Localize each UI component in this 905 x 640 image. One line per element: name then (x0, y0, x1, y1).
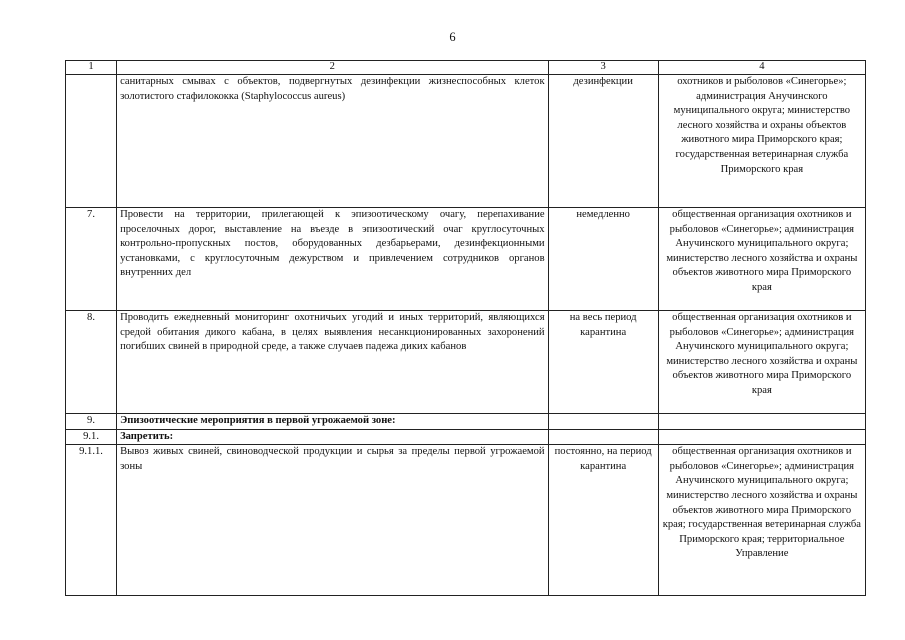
responsible-text: общественная организация охотников и рыболовов «Синегорье»; администрация Анучинского муниципального округа; министерство лесного хозяйства и охраны объектов животного мира Приморского края; государственная ветеринарная служба Приморского края; территориальное Управление (658, 445, 865, 596)
measure-text: Проводить ежедневный мониторинг охотничьих угодий и иных территорий, являющихся средой обитания дикого кабана, в целях выявления несанкционированных захоронений погибших свиней в природной среде, а также случаев падежа диких кабанов (117, 311, 549, 414)
row-number: 9.1.1. (66, 445, 117, 596)
row-number (66, 75, 117, 208)
row-number: 8. (66, 311, 117, 414)
table-row (66, 429, 866, 445)
table-header-row (66, 61, 866, 75)
table-row (66, 311, 866, 414)
responsible-text (658, 414, 865, 430)
term-text (548, 429, 658, 445)
term-text (548, 414, 658, 430)
table-row (66, 208, 866, 311)
column-header-2: 2 (117, 61, 549, 75)
table-row (66, 75, 866, 208)
row-number: 7. (66, 208, 117, 311)
column-header-4: 4 (658, 61, 865, 75)
measure-text: Вывоз живых свиней, свиноводческой продукции и сырья за пределы первой угрожаемой зоны (117, 445, 549, 596)
term-text: дезинфекции (548, 75, 658, 208)
table-row (66, 414, 866, 430)
term-text: немедленно (548, 208, 658, 311)
term-text: постоянно, на период карантина (548, 445, 658, 596)
page-number: 6 (449, 30, 456, 44)
row-number: 9. (66, 414, 117, 430)
responsible-text: охотников и рыболовов «Синегорье»; администрация Анучинского муниципального округа; министерство лесного хозяйства и охраны объектов животного мира Приморского края; государственная ветеринарная служба Приморского края (658, 75, 865, 208)
subsection-heading: Запретить: (117, 429, 549, 445)
row-number: 9.1. (66, 429, 117, 445)
column-header-3: 3 (548, 61, 658, 75)
section-heading: Эпизоотические мероприятия в первой угрожаемой зоне: (117, 414, 549, 430)
responsible-text: общественная организация охотников и рыболовов «Синегорье»; администрация Анучинского муниципального округа; министерство лесного хозяйства и охраны объектов животного мира Приморского края (658, 208, 865, 311)
table-row (66, 445, 866, 596)
responsible-text (658, 429, 865, 445)
term-text: на весь период карантина (548, 311, 658, 414)
responsible-text: общественная организация охотников и рыболовов «Синегорье»; администрация Анучинского муниципального округа; министерство лесного хозяйства и охраны объектов животного мира Приморского края (658, 311, 865, 414)
measures-table (65, 60, 866, 596)
measure-text: санитарных смывах с объектов, подвергнутых дезинфекции жизнеспособных клеток золотистого стафилококка (Staphylococcus aureus) (117, 75, 549, 208)
column-header-1: 1 (66, 61, 117, 75)
measure-text: Провести на территории, прилегающей к эпизоотическому очагу, перепахивание проселочных дорог, выставление на въезде в эпизоотический очаг круглосуточных контрольно-пропускных постов, оборудованных дезбарьерами, дезинфекционными установками, с круглосуточным дежурством и привлечением сотрудников органов внутренних дел (117, 208, 549, 311)
